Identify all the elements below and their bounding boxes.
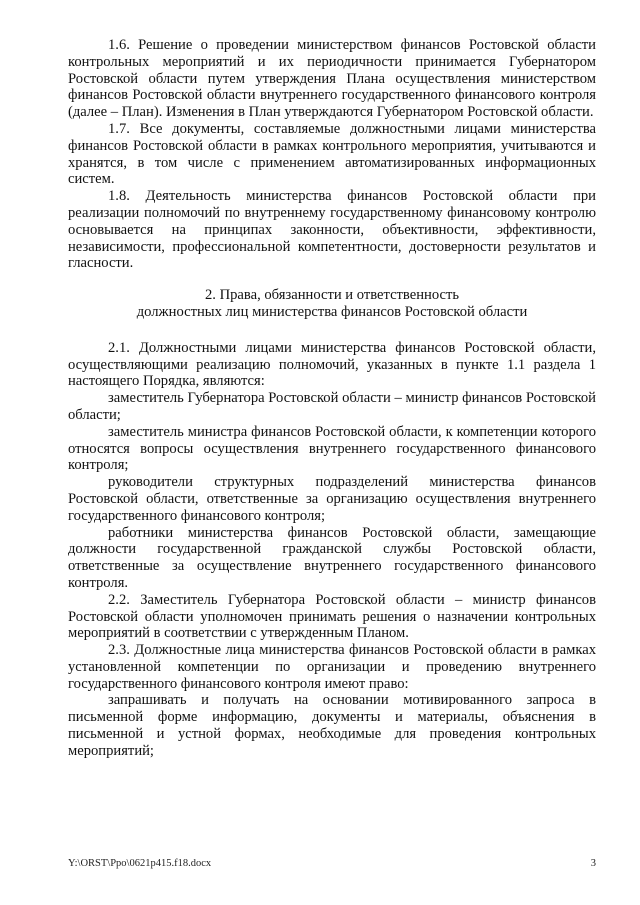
section-heading-line-2: должностных лиц министерства финансов Ростовской области xyxy=(136,303,528,320)
paragraph-1-6: 1.6. Решение о проведении министерством финансов Ростовской области контрольных мероприятий и их периодичности принимается Губернатором Ростовской области путем утверждения Плана осуществления министерством финансов Ростовской области внутреннего государственного финансового контроля (далее – План). Изменения в План утверждаются Губернатором Ростовской области. xyxy=(68,37,596,121)
file-path: Y:\ORST\Ppo\0621p415.f18.docx xyxy=(68,858,212,869)
list-item-unit-heads: руководители структурных подразделений министерства финансов Ростовской области, ответственные за организацию осуществления внутреннего государственного финансового контроля; xyxy=(68,474,596,524)
paragraph-2-3: 2.3. Должностные лица министерства финансов Ростовской области в рамках установленной компетенции по организации и проведению внутреннего государственного финансового контроля имеют право: xyxy=(68,642,596,692)
list-item-deputy-governor: заместитель Губернатора Ростовской области – министр финансов Ростовской области; xyxy=(68,390,596,423)
paragraph-1-8: 1.8. Деятельность министерства финансов Ростовской области при реализации полномочий по внутреннему государственному финансовому контролю основывается на принципах законности, объективности, эффективности, независимости, профессиональной компетентности, достоверности результатов и гласности. xyxy=(68,188,596,272)
list-item-request-info: запрашивать и получать на основании мотивированного запроса в письменной форме информацию, документы и материалы, объяснения в письменной и устной формах, необходимые для проведения контрольных мероприятий; xyxy=(68,692,596,759)
document-page xyxy=(68,37,596,760)
list-item-employees: работники министерства финансов Ростовской области, замещающие должности государственной гражданской службы Ростовской области, ответственные за осуществление внутреннего государственного финансового контроля. xyxy=(68,524,596,591)
paragraph-1-7: 1.7. Все документы, составляемые должностными лицами министерства финансов Ростовской области в рамках контрольного мероприятия, учитываются и хранятся, в том числе с применением автоматизированных информационных систем. xyxy=(68,120,596,188)
page-number: 3 xyxy=(590,858,596,869)
paragraph-2-1: 2.1. Должностными лицами министерства финансов Ростовской области, осуществляющими реализацию полномочий, указанных в пункте 1.1 раздела 1 настоящего Порядка, являются: xyxy=(68,339,596,390)
section-heading-line-1: 2. Права, обязанности и ответственность xyxy=(205,287,459,304)
list-item-deputy-minister: заместитель министра финансов Ростовской области, к компетенции которого относятся вопросы осуществления внутреннего государственного финансового контроля; xyxy=(68,423,596,474)
paragraph-2-2: 2.2. Заместитель Губернатора Ростовской области – министр финансов Ростовской области уполномочен принимать решения о назначении контрольных мероприятий в соответствии с утвержденным Планом. xyxy=(68,591,596,642)
